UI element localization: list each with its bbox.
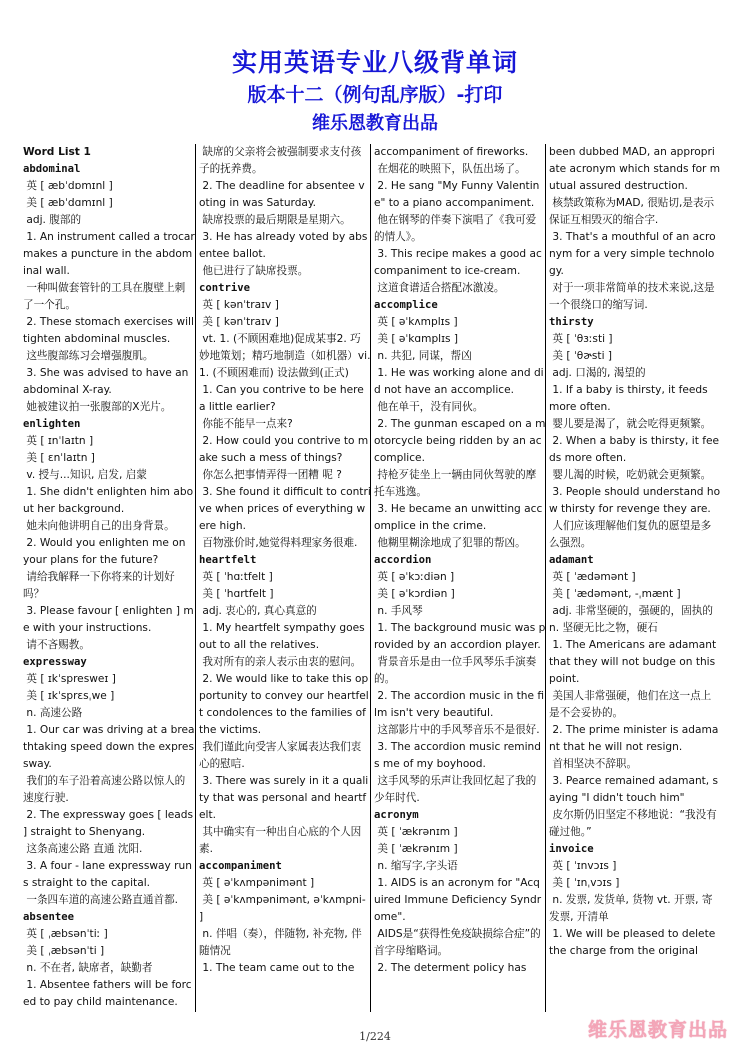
headword: thirsty <box>549 316 594 328</box>
entry-line: 3. People should understand how thirsty for revenge they are. <box>549 486 721 515</box>
entry-line: adj. 衷心的, 真心真意的 <box>199 605 317 617</box>
headword: expressway <box>23 656 87 668</box>
entry-line: 人们应该理解他们复仇的愿望是多么强烈。 <box>549 520 712 549</box>
entry-line: 首相坚决不辞职。 <box>549 758 638 770</box>
entry-line: 英 [ ˈhɑːtfelt ] <box>199 571 273 583</box>
headword: heartfelt <box>199 554 257 566</box>
entry-line: 3. Please favour [ enlighten ] me with your instructions. <box>23 605 194 634</box>
entry-line: 2. He sang "My Funny Valentine" to a piano accompaniment. <box>374 180 540 209</box>
entry-line: 1. If a baby is thirsty, it feeds more often. <box>549 384 712 413</box>
entry-line: 这道食谱适合搭配冰激凌。 <box>374 282 505 294</box>
entry-line: 3. He has already voted by absentee ballot. <box>199 231 368 260</box>
entry-line: 美 [ ˈækrənɪm ] <box>374 843 458 855</box>
entry-line: 3. That's a mouthful of an acronym for a very simple technology. <box>549 231 716 277</box>
entry-line: 1. AIDS is an acronym for "Acquired Immune Deficiency Syndrome". <box>374 877 542 923</box>
entry-line: adj. 腹部的 <box>23 214 82 226</box>
headword: accomplice <box>374 299 438 311</box>
entry-line: 缺席投票的最后期限是星期六。 <box>199 214 351 226</box>
entry-line: 婴儿要是渴了，就会吃得更频繁。 <box>549 418 712 430</box>
entry-line: 1. My heartfelt sympathy goes out to all the relatives. <box>199 622 369 651</box>
entry-line: 百物涨价时,她觉得料理家务很难. <box>199 537 358 549</box>
entry-line: 1. We will be pleased to delete the charge from the original <box>549 928 719 957</box>
entry-line: n. 手风琴 <box>374 605 423 617</box>
entry-line: 2. The deadline for absentee voting in was Saturday. <box>199 180 365 209</box>
headword: absentee <box>23 911 75 923</box>
entry-line: 3. She found it difficult to contrive when prices of everything were high. <box>199 486 371 532</box>
entry-line: 3. The accordion music reminds me of my boyhood. <box>374 741 541 770</box>
headword: adamant <box>549 554 594 566</box>
entry-line: been dubbed MAD, an appropriate acronym which stands for mutual assured destruction. <box>549 146 721 192</box>
column-divider-1 <box>195 144 196 1012</box>
entry-line: 3. Pearce remained adamant, saying "I didn't touch him" <box>549 775 719 804</box>
entry-line: 3. He became an unwitting accomplice in the crime. <box>374 503 543 532</box>
entry-line: 皮尔斯仍旧坚定不移地说：“我没有碰过他。” <box>549 809 717 838</box>
entry-line: 2. These stomach exercises will tighten abdominal muscles. <box>23 316 198 345</box>
column-divider-3 <box>545 144 546 1012</box>
entry-line: 英 [ ɪkˈspresweɪ ] <box>23 673 116 685</box>
entry-line: 英 [ ˈædəmənt ] <box>549 571 636 583</box>
publisher-line: 维乐恩教育出品 <box>312 113 438 134</box>
word-list-heading: Word List 1 <box>23 146 91 158</box>
entry-line: 美 [ əˈkɑmplɪs ] <box>374 333 459 345</box>
page-number: 1/224 <box>359 1030 391 1043</box>
entry-line: 3. This recipe makes a good accompaniment to ice-cream. <box>374 248 542 277</box>
entry-line: 美 [ ˈædəmənt, -ˌmænt ] <box>549 588 681 600</box>
entry-line: 1. The Americans are adamant that they will not budge on this point. <box>549 639 720 685</box>
entry-line: 2. The gunman escaped on a motorcycle being ridden by an accomplice. <box>374 418 546 464</box>
entry-line: 1. She didn't enlighten him about her background. <box>23 486 194 515</box>
entry-line: 3. There was surely in it a quality that was personal and heartfelt. <box>199 775 369 821</box>
headword: accompaniment <box>199 860 282 872</box>
entry-line: n. 缩写字,字头语 <box>374 860 458 872</box>
entry-line: 1. An instrument called a trocar makes a puncture in the abdominal wall. <box>23 231 199 277</box>
entry-line: n. 伴唱（奏），伴随物, 补充物, 伴随情况 <box>199 928 362 957</box>
headword: enlighten <box>23 418 81 430</box>
headword: abdominal <box>23 163 81 175</box>
entry-line: 1. He was working alone and did not have an accomplice. <box>374 367 544 396</box>
entry-line: v. 授与...知识, 启发, 启蒙 <box>23 469 147 481</box>
document-subtitle: 版本十二（例句乱序版）-打印 <box>247 84 503 106</box>
column-3 <box>374 144 546 1016</box>
entry-line: AIDS是“获得性免疫缺损综合症”的首字母缩略词。 <box>374 928 541 957</box>
entry-line: 美 [ æbˈdɑmɪnl ] <box>23 197 113 209</box>
entry-line: 英 [ ˌæbsənˈtiː ] <box>23 928 108 940</box>
entry-line: n. 共犯, 同谋，帮凶 <box>374 350 472 362</box>
entry-line: 英 [ ˈɪnvɔɪs ] <box>549 860 617 872</box>
entry-line: 英 [ əˈkʌmpənimənt ] <box>199 877 315 889</box>
entry-line: 1. Can you contrive to be here a little earlier? <box>199 384 368 413</box>
headword: contrive <box>199 282 251 294</box>
entry-line: accompaniment of fireworks. <box>374 146 529 158</box>
headword: accordion <box>374 554 432 566</box>
entry-line: 美 [ ˌæbsənˈti ] <box>23 945 105 957</box>
entry-line: 2. We would like to take this opportunity to convey our heartfelt condolences to the families of the victims. <box>199 673 370 736</box>
entry-line: vt. 1. (不顾困难地)促成某事2. 巧妙地策划；精巧地制造（如机器）vi. 1. (不顾困难而) 设法做到(正式) <box>199 333 374 379</box>
entry-line: 美国人非常强硬，他们在这一点上是不会妥协的。 <box>549 690 712 719</box>
entry-line: 美 [ əˈkɔrdiən ] <box>374 588 455 600</box>
entry-line: 1. Absentee fathers will be forced to pay child maintenance. <box>23 979 192 1008</box>
entry-line: 一种叫做套管针的工具在腹壁上刺了一个孔。 <box>23 282 186 311</box>
entry-line: 请给我解释一下你将来的计划好吗？ <box>23 571 175 600</box>
entry-line: 她未向他讲明自己的出身背景。 <box>23 520 175 532</box>
entry-line: n. 发票, 发货单, 货物 vt. 开票, 寄发票, 开清单 <box>549 894 713 923</box>
entry-line: 对于一项非常简单的技术来说,这是一个很绕口的缩写词. <box>549 282 715 311</box>
entry-line: 英 [ kənˈtraɪv ] <box>199 299 279 311</box>
entry-line: 2. The determent policy has <box>374 962 527 974</box>
entry-line: 英 [ ˈθɜːsti ] <box>549 333 613 345</box>
entry-line: 1. The background music was provided by an accordion player. <box>374 622 546 651</box>
entry-line: 她被建议拍一张腹部的X光片。 <box>23 401 172 413</box>
entry-line: 他已进行了缺席投票。 <box>199 265 309 277</box>
entry-line: 美 [ ɪkˈsprɛsˌwe ] <box>23 690 115 702</box>
entry-line: 他在单干，没有同伙。 <box>374 401 484 413</box>
entry-line: 美 [ ˈθɚsti ] <box>549 350 613 362</box>
entry-line: 在烟花的映照下，队伍出场了。 <box>374 163 526 175</box>
entry-line: 请不吝赐教。 <box>23 639 90 651</box>
entry-line: 他在钢琴的伴奏下演唱了《我可爱的情人》。 <box>374 214 537 243</box>
entry-line: 美 [ kənˈtraɪv ] <box>199 316 279 328</box>
entry-line: adj. 口渴的, 渴望的 <box>549 367 646 379</box>
entry-line: 2. The accordion music in the film isn't very beautiful. <box>374 690 545 719</box>
entry-line: 2. How could you contrive to make such a mess of things? <box>199 435 369 464</box>
entry-line: 1. Our car was driving at a breathtaking speed down the expressway. <box>23 724 195 770</box>
entry-line: 英 [ ˈækrənɪm ] <box>374 826 458 838</box>
entry-line: 美 [ ɛnˈlaɪtn ] <box>23 452 95 464</box>
entry-line: n. 高速公路 <box>23 707 83 719</box>
entry-line: 3. A four - lane expressway runs straight to the capital. <box>23 860 192 889</box>
headword: invoice <box>549 843 594 855</box>
entry-line: 英 [ əˈkʌmplɪs ] <box>374 316 458 328</box>
entry-line: 一条四车道的高速公路直通首都. <box>23 894 179 906</box>
entry-line: 2. Would you enlighten me on your plans for the future? <box>23 537 189 566</box>
entry-line: 我们的车子沿着高速公路以惊人的速度行驶. <box>23 775 186 804</box>
column-1 <box>23 144 199 1016</box>
watermark-logo: 维乐恩教育出品 <box>588 1019 729 1041</box>
entry-line: 英 [ ɪnˈlaɪtn ] <box>23 435 94 447</box>
entry-line: 美 [ əˈkʌmpənimənt, əˈkʌmpni- ] <box>199 894 370 923</box>
entry-line: 缺席的父亲将会被强制要求支付孩子的抚养费。 <box>199 146 362 175</box>
entry-line: 婴儿渴的时候，吃奶就会更频繁。 <box>549 469 712 481</box>
entry-line: 我们谨此向受害人家属表达我们衷心的慰唁. <box>199 741 362 770</box>
entry-line: 2. When a baby is thirsty, it feeds more often. <box>549 435 719 464</box>
entry-line: 这条高速公路 直通 沈阳. <box>23 843 143 855</box>
entry-line: 你能不能早一点来? <box>199 418 293 430</box>
entry-line: n. 不在者, 缺席者，缺勤者 <box>23 962 153 974</box>
headword: acronym <box>374 809 419 821</box>
entry-line: 这手风琴的乐声让我回忆起了我的少年时代. <box>374 775 537 804</box>
column-divider-2 <box>370 144 371 1012</box>
entry-line: 1. The team came out to the <box>199 962 355 974</box>
entry-line: 3. She was advised to have an abdominal X-ray. <box>23 367 192 396</box>
document-title: 实用英语专业八级背单词 <box>231 48 518 77</box>
entry-line: 核禁政策称为MAD, 很贴切,是表示保证互相毁灭的缩合字. <box>549 197 715 226</box>
entry-line: 背景音乐是由一位手风琴乐手演奏的。 <box>374 656 537 685</box>
entry-line: 这部影片中的手风琴音乐不是很好. <box>374 724 540 736</box>
entry-line: 2. The expressway goes [ leads ] straight to Shenyang. <box>23 809 197 838</box>
entry-line: 美 [ ˈɪnˌvɔɪs ] <box>549 877 620 889</box>
column-4 <box>549 144 721 1016</box>
entry-line: adj. 非常坚硬的，强硬的，固执的 n. 坚硬无比之物，硬石 <box>549 605 717 634</box>
entry-line: 其中确实有一种出自心底的个人因素. <box>199 826 362 855</box>
column-2 <box>199 144 374 1016</box>
entry-line: 你怎么把事情弄得一团糟 呢 ? <box>199 469 342 481</box>
entry-line: 英 [ æbˈdɒmɪnl ] <box>23 180 113 192</box>
entry-line: 我对所有的亲人表示由衷的慰问。 <box>199 656 362 668</box>
entry-line: 这些腹部练习会增强腹肌。 <box>23 350 154 362</box>
entry-line: 他糊里糊涂地成了犯罪的帮凶。 <box>374 537 526 549</box>
entry-line: 英 [ əˈkɔːdiən ] <box>374 571 455 583</box>
entry-line: 2. The prime minister is adamant that he will not resign. <box>549 724 719 753</box>
entry-line: 持枪歹徒坐上一辆由同伙驾驶的摩托车逃逸。 <box>374 469 537 498</box>
entry-line: 美 [ ˈhɑrtfelt ] <box>199 588 274 600</box>
